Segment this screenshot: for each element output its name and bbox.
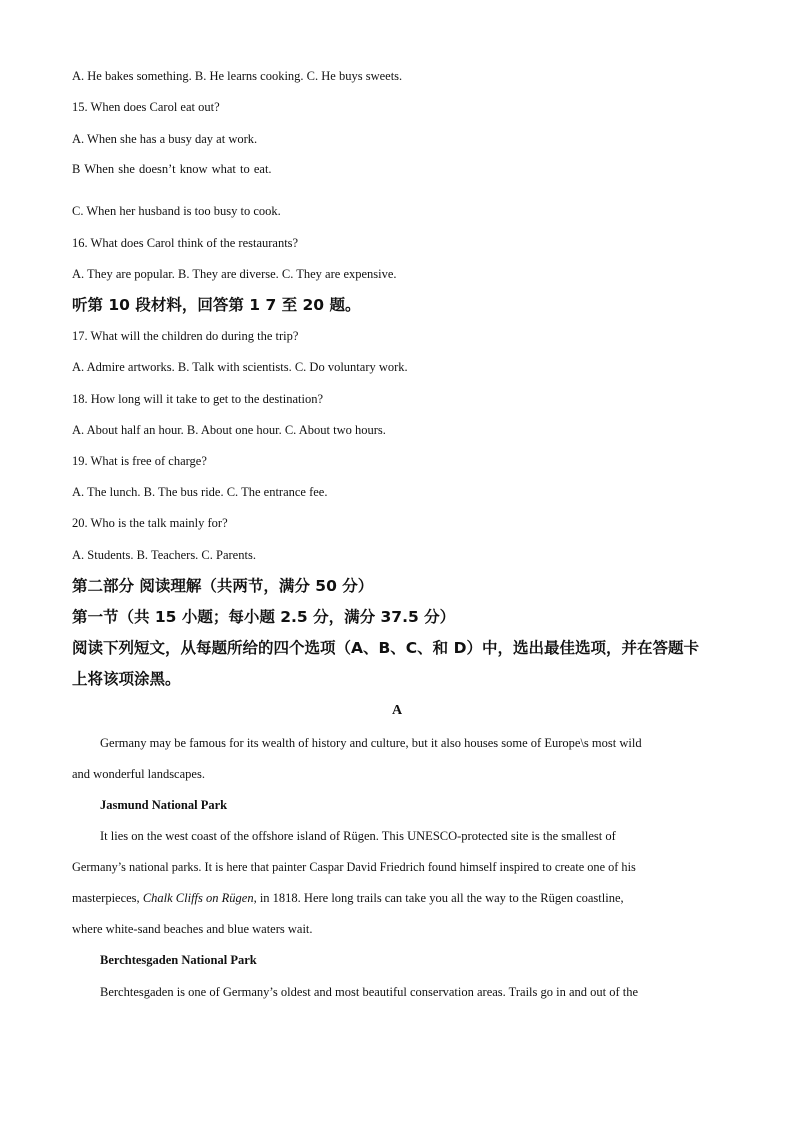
q15-question: 15. When does Carol eat out? <box>72 100 220 114</box>
painting-title: Chalk Cliffs on Rügen <box>142 891 254 905</box>
passage-label: A <box>391 703 403 718</box>
section10-heading: 听第 10 段材料，回答第 1 7 至 20 题。 <box>72 296 361 314</box>
q15-option-c: C. When her husband is too busy to cook. <box>72 204 281 218</box>
instructions-line1: 阅读下列短文，从每题所给的四个选项（A、B、C、和 D）中，选出最佳选项，并在答题卡 <box>72 639 699 657</box>
section1-heading: 第一节（共 15 小题；每小题 2.5 分，满分 37.5 分） <box>72 608 456 626</box>
q17-options: A. Admire artworks. B. Talk with scientists. C. Do voluntary work. <box>72 360 408 374</box>
instructions-line2: 上将该项涂黑。 <box>72 670 181 688</box>
berchtesgaden-title: Berchtesgaden National Park <box>100 953 257 967</box>
q20-question: 20. Who is the talk mainly for? <box>72 516 228 530</box>
q14-options: A. He bakes something. B. He learns cooking. C. He buys sweets. <box>72 69 403 83</box>
jasmund-line4: where white-sand beaches and blue waters wait. <box>72 922 313 936</box>
q19-options: A. The lunch. B. The bus ride. C. The entrance fee. <box>72 485 328 499</box>
jasmund-line1: It lies on the west coast of the offshore island of Rügen. This UNESCO-protected site is the smallest of <box>100 829 616 843</box>
q20-options: A. Students. B. Teachers. C. Parents. <box>72 548 256 562</box>
jasmund-line3 <box>72 890 712 906</box>
jasmund-title: Jasmund National Park <box>100 798 228 812</box>
intro-line2: and wonderful landscapes. <box>72 767 205 781</box>
intro-line1: Germany may be famous for its wealth of history and culture, but it also houses some of Europe\s most wild <box>100 736 642 750</box>
q17-question: 17. What will the children do during the trip? <box>72 329 299 343</box>
q16-options: A. They are popular. B. They are diverse. C. They are expensive. <box>72 267 397 281</box>
q15-option-a: A. When she has a busy day at work. <box>72 132 258 146</box>
q16-question: 16. What does Carol think of the restaurants? <box>72 236 299 250</box>
part2-heading: 第二部分 阅读理解（共两节，满分 50 分） <box>72 577 374 595</box>
q18-question: 18. How long will it take to get to the destination? <box>72 392 324 406</box>
jasmund-line3-post: , in 1818. Here long trails can take you all the way to the Rügen coastline, <box>253 891 624 905</box>
q18-options: A. About half an hour. B. About one hour. C. About two hours. <box>72 423 386 437</box>
q15-option-b: B When she doesn’t know what to eat. <box>72 162 272 176</box>
jasmund-line3-pre: masterpieces, <box>72 891 143 905</box>
q19-question: 19. What is free of charge? <box>72 454 207 468</box>
berchtesgaden-line1: Berchtesgaden is one of Germany’s oldest and most beautiful conservation areas. Trails go in and out of the <box>100 985 639 999</box>
jasmund-line2: Germany’s national parks. It is here that painter Caspar David Friedrich found himself inspired to create one of his <box>72 860 636 874</box>
